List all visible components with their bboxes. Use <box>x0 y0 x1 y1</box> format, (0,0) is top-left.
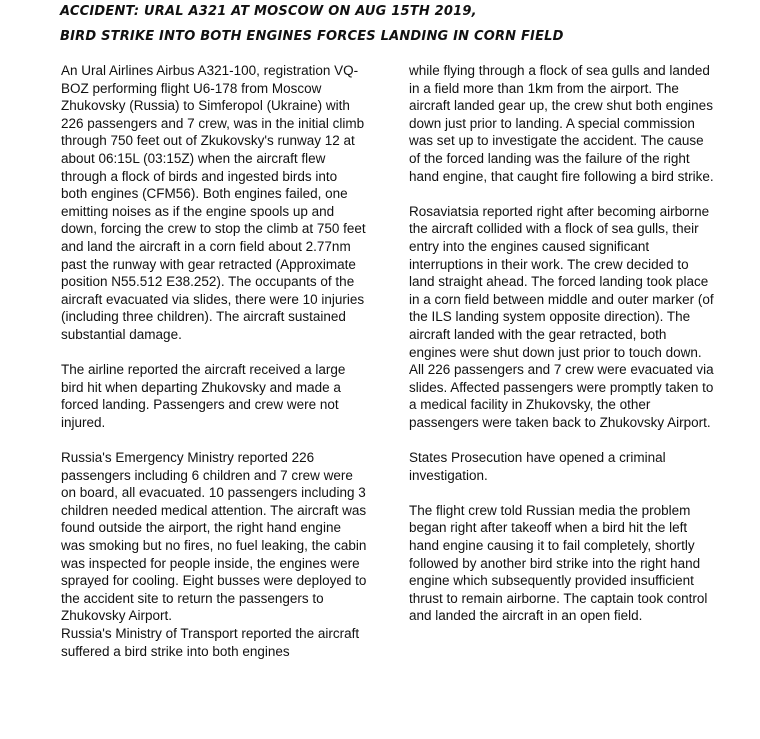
paragraph: Rosaviatsia reported right after becoming airborne the aircraft collided with a flock of sea gulls, their entry into the engines caused significant interruptions in their work. The crew decided to land straight ahead. The forced landing took place in a corn field between middle and outer marker (of the ILS landing system opposite direction). The aircraft landed with the gear retracted, both engines were shut down just prior to touch down. All 226 passengers and 7 crew were evacuated via slides. Affected passengers were promptly taken to a medical facility in Zhukovsky, the other passengers were taken back to Zhukovsky Airport. <box>409 203 714 430</box>
right-column <box>409 62 715 625</box>
paragraph: Russia's Ministry of Transport reported the aircraft suffered a bird strike into both engines <box>61 626 360 659</box>
paragraph: Russia's Emergency Ministry reported 226 passengers including 6 children and 7 crew were on board, all evacuated. 10 passengers including 3 children needed medical attention. The aircraft was found outside the airport, the right hand engine was smoking but no fires, no fuel leaking, the cabin was inspected for people inside, the engines were sprayed for cooling. Eight busses were deployed to the accident site to return the passengers to Zhukovsky Airport. <box>61 450 367 624</box>
paragraph: The flight crew told Russian media the problem began right after takeoff when a bird hit the left hand engine causing it to fail completely, shortly followed by another bird strike into the right hand engine which subsequently provided insufficient thrust to remain airborne. The captain took control and landed the aircraft in an open field. <box>409 502 708 624</box>
article-headline: ACCIDENT: URAL A321 AT MOSCOW ON AUG 15TH 2019, <box>60 4 477 19</box>
left-column <box>61 62 367 660</box>
article-subheadline: BIRD STRIKE INTO BOTH ENGINES FORCES LANDING IN CORN FIELD <box>60 29 564 44</box>
paragraph: while flying through a flock of sea gulls and landed in a field more than 1km from the airport. The aircraft landed gear up, the crew shut both engines down just prior to landing. A special commission was set up to investigate the accident. The cause of the forced landing was the failure of the right hand engine, that caught fire following a bird strike. <box>409 63 714 184</box>
paragraph: An Ural Airlines Airbus A321-100, registration VQ-BOZ performing flight U6-178 from Moscow Zhukovsky (Russia) to Simferopol (Ukraine) with 226 passengers and 7 crew, was in the initial climb through 750 feet out of Zkukovsky's runway 12 at about 06:15L (03:15Z) when the aircraft flew through a flock of birds and ingested birds into both engines (CFM56). Both engines failed, one emitting noises as if the engine spools up and down, forcing the crew to stop the climb at 750 feet and land the aircraft in a corn field about 2.77nm past the runway with gear retracted (Approximate position N55.512 E38.252). The occupants of the aircraft evacuated via slides, there were 10 injuries (including three children). The aircraft sustained substantial damage. <box>61 63 366 342</box>
paragraph: States Prosecution have opened a criminal investigation. <box>409 450 666 483</box>
paragraph: The airline reported the aircraft received a large bird hit when departing Zhukovsky and made a forced landing. Passengers and crew were not injured. <box>61 362 346 430</box>
